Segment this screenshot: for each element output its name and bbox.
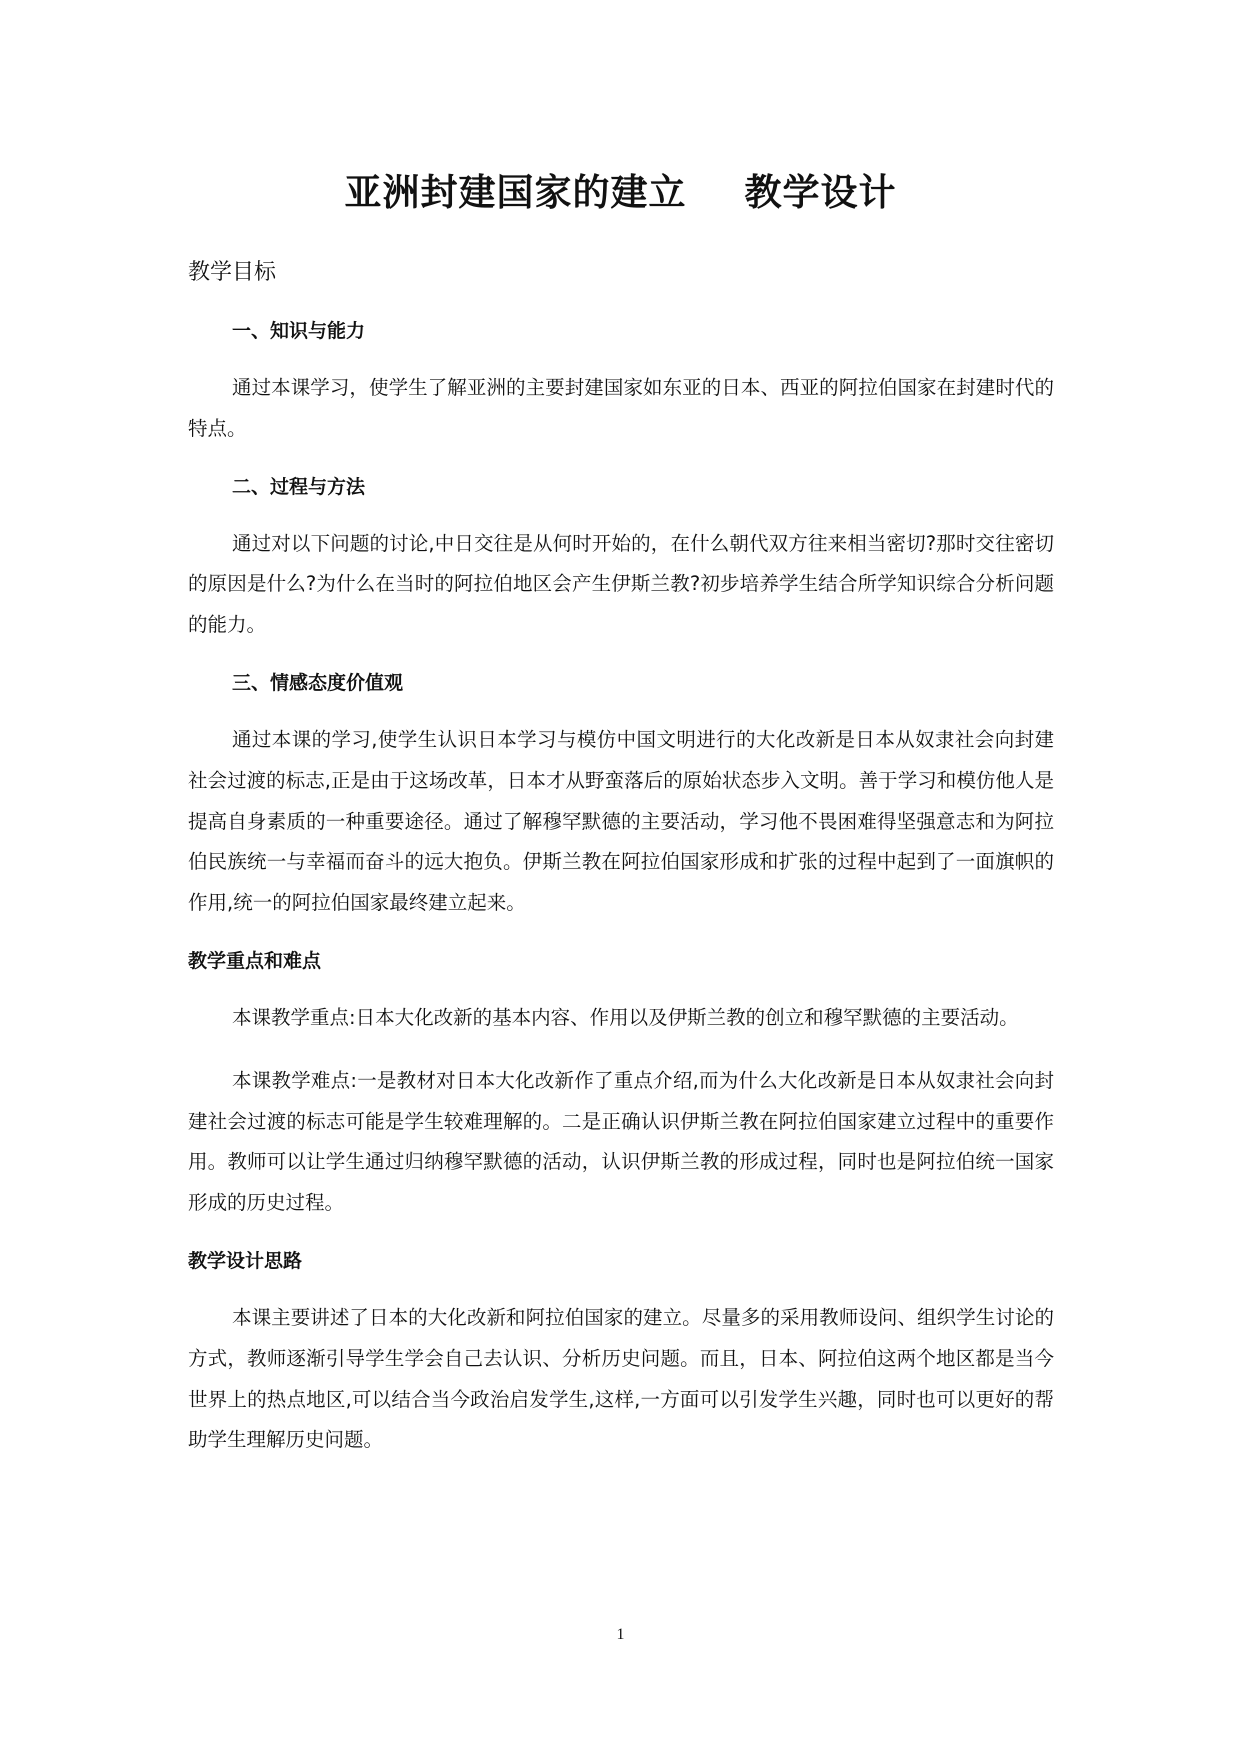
section-heading-design-ideas: 教学设计思路 [188, 1249, 303, 1272]
document-body [188, 256, 1054, 1483]
page-number: 1 [616, 1626, 625, 1643]
subheading-knowledge-ability: 一、知识与能力 [232, 320, 366, 342]
section-heading-goals: 教学目标 [188, 260, 277, 285]
paragraph-emotion-values: 通过本课的学习,使学生认识日本学习与模仿中国文明进行的大化改新是日本从奴隶社会向封建社会过渡的标志,正是由于这场改革，日本才从野蛮落后的原始状态步入文明。善于学习和模仿他人是提高自身素质的一种重要途径。通过了解穆罕默德的主要活动，学习他不畏困难得坚强意志和为阿拉伯民族统一与幸福而奋斗的远大抱负。伊斯兰教在阿拉伯国家形成和扩张的过程中起到了一面旗帜的作用,统一的阿拉伯国家最终建立起来。 [188, 727, 1054, 915]
subheading-emotion-values: 三、情感态度价值观 [232, 671, 404, 694]
document-title [0, 162, 1241, 216]
paragraph-design-ideas: 本课主要讲述了日本的大化改新和阿拉伯国家的建立。尽量多的采用教师设问、组织学生讨论的方式，教师逐渐引导学生学会自己去认识、分析历史问题。而且，日本、阿拉伯这两个地区都是当今世界上的热点地区,可以结合当今政治启发学生,这样,一方面可以引发学生兴趣，同时也可以更好的帮助学生理解历史问题。 [188, 1305, 1054, 1452]
paragraph-key-points: 本课教学重点:日本大化改新的基本内容、作用以及伊斯兰教的创立和穆罕默德的主要活动。 [232, 1005, 1019, 1029]
paragraph-difficult-points: 本课教学难点:一是教材对日本大化改新作了重点介绍,而为什么大化改新是日本从奴隶社会向封建社会过渡的标志可能是学生较难理解的。二是正确认识伊斯兰教在阿拉伯国家建立过程中的重要作用。教师可以让学生通过归纳穆罕默德的活动，认识伊斯兰教的形成过程，同时也是阿拉伯统一国家形成的历史过程。 [188, 1068, 1054, 1215]
title-main: 亚洲封建国家的建立 [344, 171, 687, 214]
paragraph-knowledge-ability: 通过本课学习，使学生了解亚洲的主要封建国家如东亚的日本、西亚的阿拉伯国家在封建时代的特点。 [188, 376, 1054, 440]
paragraph-process-method: 通过对以下问题的讨论,中日交往是从何时开始的，在什么朝代双方往来相当密切?那时交往密切的原因是什么?为什么在当时的阿拉伯地区会产生伊斯兰教?初步培养学生结合所学知识综合分析问题的能力。 [188, 531, 1054, 637]
title-suffix: 教学设计 [744, 171, 897, 214]
subheading-process-method: 二、过程与方法 [232, 475, 366, 498]
section-heading-key-points: 教学重点和难点 [188, 949, 322, 972]
